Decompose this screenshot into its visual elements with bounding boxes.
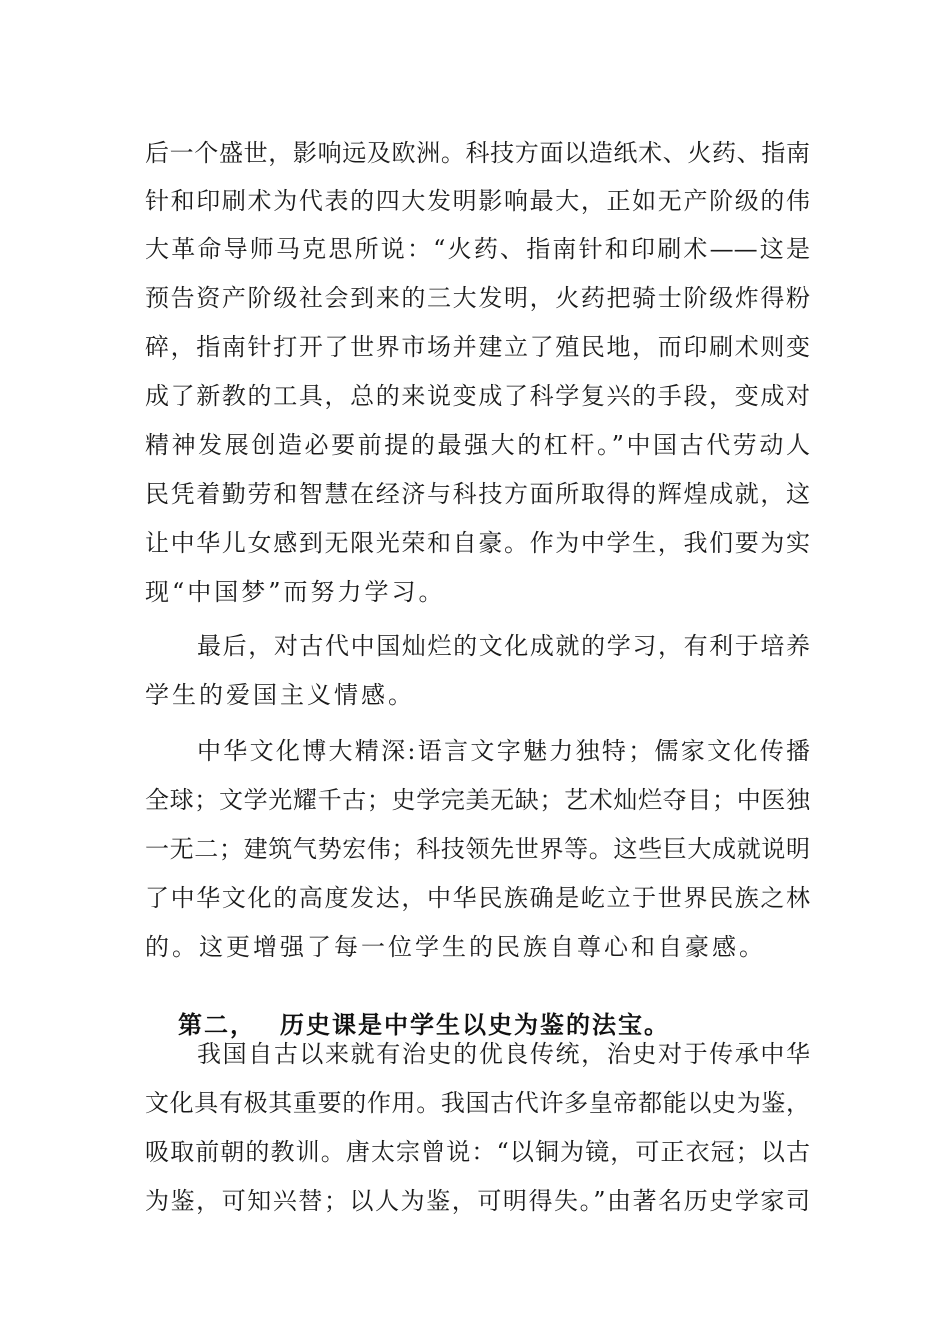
paragraph-line: 我国自古以来就有治史的优良传统，治史对于传承中华 xyxy=(197,1040,810,1068)
paragraph-line: 最后，对古代中国灿烂的文化成就的学习，有利于培养 xyxy=(197,632,810,660)
paragraph-line: 全球；文学光耀千古；史学完美无缺；艺术灿烂夺目；中医独 xyxy=(145,786,810,814)
paragraph-line: 后一个盛世，影响远及欧洲。科技方面以造纸术、火药、指南 xyxy=(145,139,810,167)
paragraph-line: 的。这更增强了每一位学生的民族自尊心和自豪感。 xyxy=(145,933,766,961)
paragraph-line: 预告资产阶级社会到来的三大发明，火药把骑士阶级炸得粉 xyxy=(145,284,810,312)
paragraph-line: 为鉴，可知兴替；以人为鉴，可明得失。”由著名历史学家司 xyxy=(145,1187,810,1215)
paragraph-line: 了中华文化的高度发达，中华民族确是屹立于世界民族之林 xyxy=(145,884,810,912)
paragraph-line: 大革命导师马克思所说：“火药、指南针和印刷术——这是 xyxy=(145,235,810,263)
paragraph-line: 吸取前朝的教训。唐太宗曾说：“以铜为镜，可正衣冠；以古 xyxy=(145,1138,810,1166)
paragraph-line: 学生的爱国主义情感。 xyxy=(145,681,415,709)
paragraph-line: 文化具有极其重要的作用。我国古代许多皇帝都能以史为鉴， xyxy=(145,1089,810,1117)
paragraph-line: 碎，指南针打开了世界市场并建立了殖民地，而印刷术则变 xyxy=(145,333,810,361)
paragraph-line: 针和印刷术为代表的四大发明影响最大，正如无产阶级的伟 xyxy=(145,187,810,215)
paragraph-line: 精神发展创造必要前提的最强大的杠杆。”中国古代劳动人 xyxy=(145,431,810,459)
paragraph-line: 民凭着勤劳和智慧在经济与科技方面所取得的辉煌成就，这 xyxy=(145,480,810,508)
paragraph-line: 一无二；建筑气势宏伟；科技领先世界等。这些巨大成就说明 xyxy=(145,835,810,863)
paragraph-line: 让中华儿女感到无限光荣和自豪。作为中学生，我们要为实 xyxy=(145,529,810,557)
section-heading-title: 历史课是中学生以史为鉴的法宝。 xyxy=(280,1011,670,1039)
paragraph-line: 成了新教的工具，总的来说变成了科学复兴的手段，变成对 xyxy=(145,382,810,410)
section-heading-number: 第二， xyxy=(178,1011,256,1039)
paragraph-line: 中华文化博大精深:语言文字魅力独特；儒家文化传播 xyxy=(197,737,810,765)
paragraph-line: 现“中国梦”而努力学习。 xyxy=(145,578,446,606)
